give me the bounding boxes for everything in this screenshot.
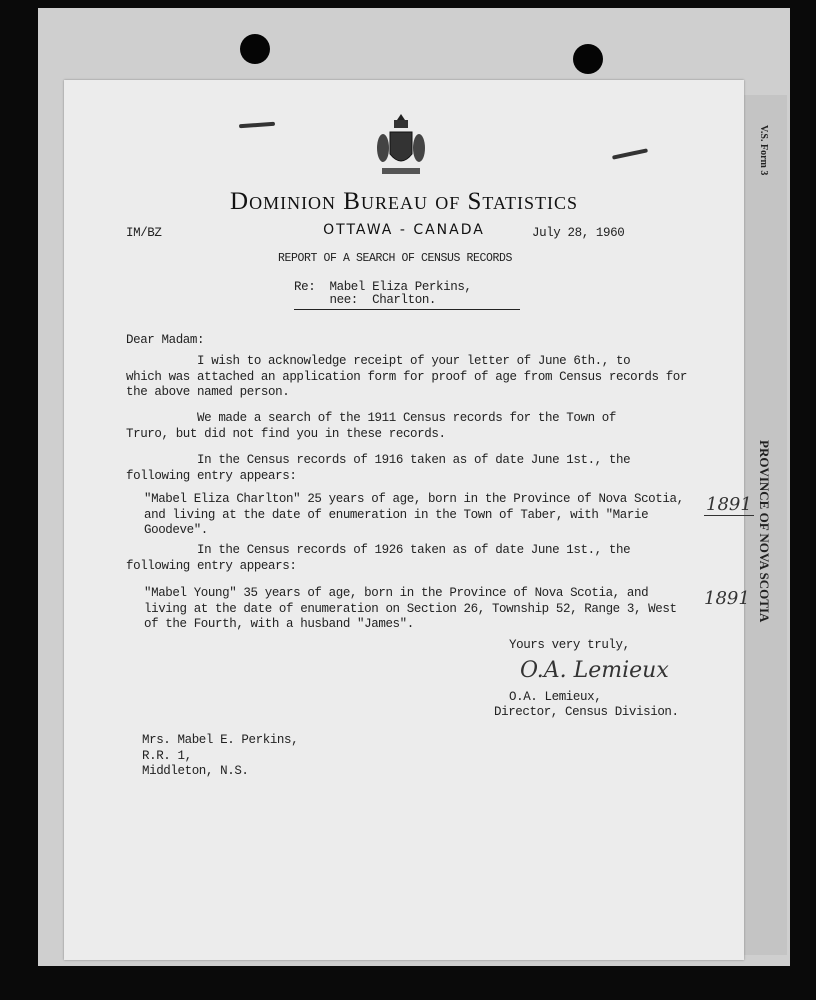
side-strip xyxy=(740,95,787,955)
form-number: V.S. Form 3 xyxy=(758,125,769,176)
closing: Yours very truly, xyxy=(509,638,630,652)
signature: O.A. Lemieux xyxy=(520,658,669,683)
punch-hole xyxy=(240,34,270,64)
letterhead-title: Dominion Bureau of Statistics xyxy=(230,188,578,215)
salutation: Dear Madam: xyxy=(126,333,205,347)
staple xyxy=(612,148,648,159)
census-entry-1916: "Mabel Eliza Charlton" 25 years of age, born in the Province of Nova Scotia, and living at the date of enumeration in the Town of Taber, with "Marie Goodeve". xyxy=(144,492,684,537)
signatory-position: Director, Census Division. xyxy=(494,705,679,719)
letterhead-location: OTTAWA - CANADA xyxy=(323,222,485,238)
re-line-1: Re: Mabel Eliza Perkins, xyxy=(294,280,472,294)
coat-of-arms-icon xyxy=(376,112,426,182)
signatory-name: O.A. Lemieux, xyxy=(509,690,602,704)
staple xyxy=(239,122,275,129)
handwritten-note-1: 1891 xyxy=(706,494,752,515)
paragraph-2: We made a search of the 1911 Census records for the Town of Truro, but did not find you in these records. xyxy=(126,411,616,441)
handwritten-note-2: 1891 xyxy=(704,588,750,609)
recipient-address: Mrs. Mabel E. Perkins, R.R. 1, Middleton, N.S. xyxy=(142,733,299,778)
paragraph-1: I wish to acknowledge receipt of your letter of June 6th., to which was attached an application form for proof of age from Census records for the above named person. xyxy=(126,354,687,399)
paragraph-4: In the Census records of 1926 taken as of date June 1st., the following entry appears: xyxy=(126,543,631,573)
paragraph-3: In the Census records of 1916 taken as of date June 1st., the following entry appears: xyxy=(126,453,631,483)
subject-line: REPORT OF A SEARCH OF CENSUS RECORDS xyxy=(278,252,513,265)
census-entry-1926: "Mabel Young" 35 years of age, born in the Province of Nova Scotia, and living at the date of enumeration on Section 26, Township 52, Range 3, West of the Fourth, with a husband "James". xyxy=(144,586,677,631)
province-label: PROVINCE OF NOVA SCOTIA xyxy=(757,440,772,623)
letter-date: July 28, 1960 xyxy=(532,226,625,240)
reference-code: IM/BZ xyxy=(126,226,162,240)
letter xyxy=(64,80,752,960)
re-line-2: nee: Charlton. xyxy=(294,293,520,310)
punch-hole xyxy=(573,44,603,74)
